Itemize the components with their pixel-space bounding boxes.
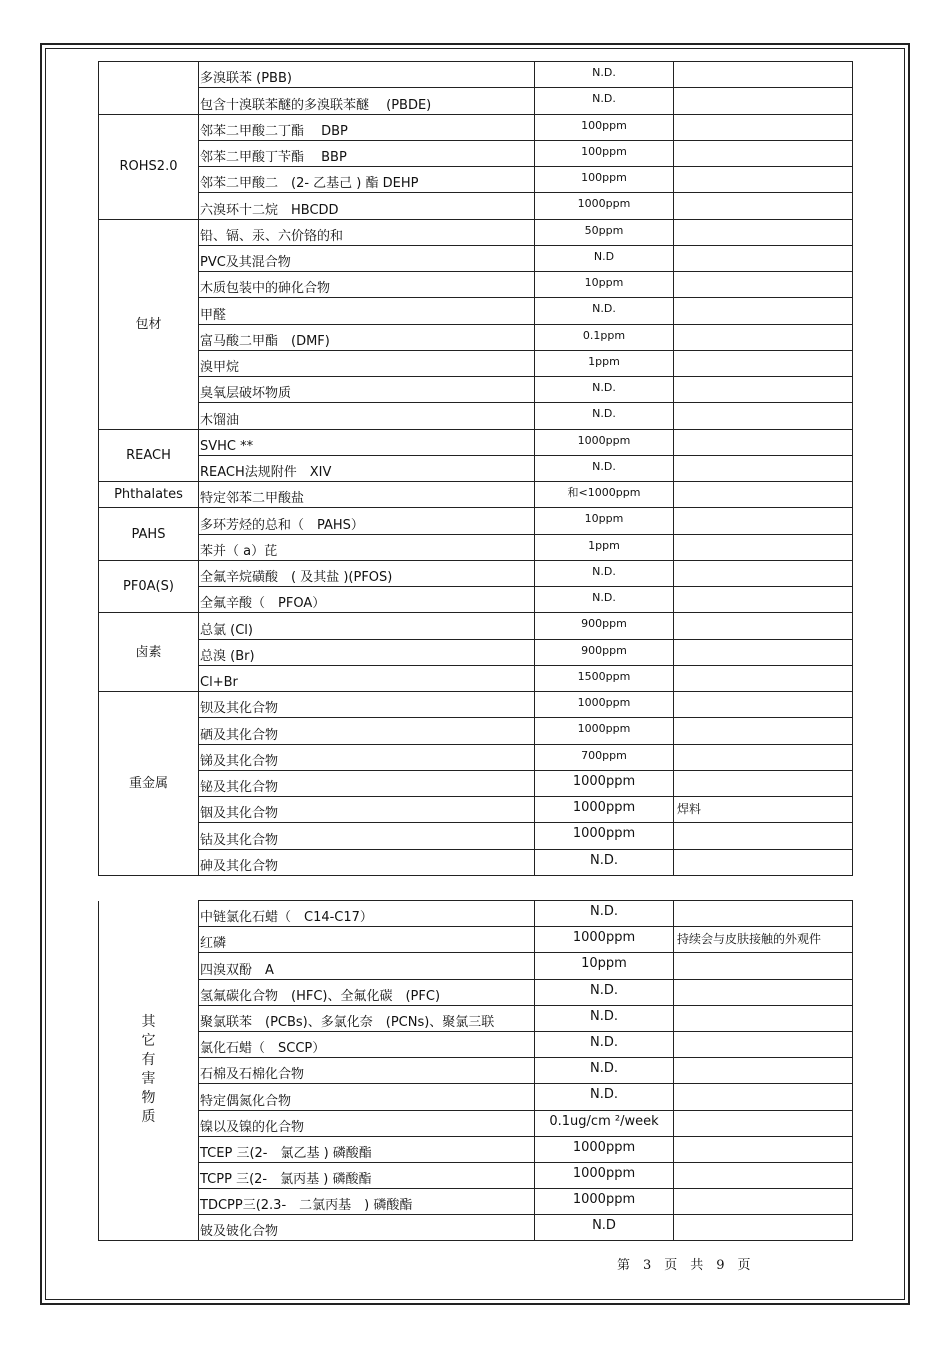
substance-name: 硒及其化合物 <box>199 718 535 744</box>
substance-name: 四溴双酚 A <box>199 953 535 979</box>
limit-value: 1000ppm <box>535 927 674 953</box>
category-label: 包材 <box>99 219 199 429</box>
limit-value: 1ppm <box>535 350 674 376</box>
remark <box>674 560 853 586</box>
table-row <box>99 797 853 823</box>
limit-value: N.D <box>535 245 674 271</box>
remark <box>674 377 853 403</box>
table-row <box>99 1005 853 1031</box>
table-row <box>99 167 853 193</box>
substance-name: 木质包装中的砷化合物 <box>199 272 535 298</box>
remark <box>674 770 853 796</box>
table-row <box>99 744 853 770</box>
substance-name: 镍以及镍的化合物 <box>199 1110 535 1136</box>
limit-value: N.D. <box>535 979 674 1005</box>
category-label: PAHS <box>99 508 199 561</box>
limit-value: 1ppm <box>535 534 674 560</box>
substance-name: 砷及其化合物 <box>199 849 535 875</box>
limit-value: 10ppm <box>535 953 674 979</box>
table-row <box>99 193 853 219</box>
table-row <box>99 455 853 481</box>
table-row <box>99 324 853 350</box>
table-row <box>99 823 853 849</box>
substance-name: 六溴环十二烷 HBCDD <box>199 193 535 219</box>
category-label: PF0A(S) <box>99 560 199 613</box>
substance-name: 包含十溴联苯醚的多溴联苯醚 (PBDE) <box>199 88 535 114</box>
substance-name: 木馏油 <box>199 403 535 429</box>
remark <box>674 744 853 770</box>
category-label: Phthalates <box>99 482 199 508</box>
substance-name: TCEP 三(2- 氯乙基 ) 磷酸酯 <box>199 1136 535 1162</box>
limit-value: N.D. <box>535 560 674 586</box>
substance-name: 特定偶氮化合物 <box>199 1084 535 1110</box>
table-row <box>99 1031 853 1057</box>
page-number: 第 3 页 共 9 页 <box>617 1258 751 1273</box>
substance-name: 多环芳烃的总和（ PAHS） <box>199 508 535 534</box>
substance-name: TCPP 三(2- 氯丙基 ) 磷酸酯 <box>199 1162 535 1188</box>
limit-value: 100ppm <box>535 114 674 140</box>
remark <box>674 508 853 534</box>
remark <box>674 219 853 245</box>
limit-value: N.D. <box>535 1058 674 1084</box>
limit-value: 1000ppm <box>535 1162 674 1188</box>
remark <box>674 718 853 744</box>
substance-name: 铍及铍化合物 <box>199 1215 535 1241</box>
table-row <box>99 1084 853 1110</box>
table-row <box>99 1162 853 1188</box>
remark <box>674 665 853 691</box>
remark <box>674 823 853 849</box>
substance-name: 特定邻苯二甲酸盐 <box>199 482 535 508</box>
remark <box>674 979 853 1005</box>
table-row <box>99 953 853 979</box>
remark <box>674 1189 853 1215</box>
substance-name: 总氯 (Cl) <box>199 613 535 639</box>
category-label: 卤素 <box>99 613 199 692</box>
substance-name: PVC及其混合物 <box>199 245 535 271</box>
table-row <box>99 62 853 88</box>
limit-value: N.D. <box>535 298 674 324</box>
table-row <box>99 665 853 691</box>
table-row <box>99 639 853 665</box>
limit-value: 0.1ppm <box>535 324 674 350</box>
substance-name: 钴及其化合物 <box>199 823 535 849</box>
substance-name: 铟及其化合物 <box>199 797 535 823</box>
limit-value: 1000ppm <box>535 429 674 455</box>
table-row <box>99 1136 853 1162</box>
substance-name: 邻苯二甲酸二丁酯 DBP <box>199 114 535 140</box>
table-row <box>99 770 853 796</box>
limit-value: N.D. <box>535 1031 674 1057</box>
limit-value: 1000ppm <box>535 823 674 849</box>
substance-name: 邻苯二甲酸丁苄酯 BBP <box>199 140 535 166</box>
remark <box>674 455 853 481</box>
substance-name: 全氟辛烷磺酸 ( 及其盐 )(PFOS) <box>199 560 535 586</box>
remark <box>674 298 853 324</box>
category-label <box>99 62 199 115</box>
category-label: REACH <box>99 429 199 482</box>
substance-name: 氢氟碳化合物 (HFC)、全氟化碳 (PFC) <box>199 979 535 1005</box>
remark <box>674 639 853 665</box>
substance-name: 富马酸二甲酯 (DMF) <box>199 324 535 350</box>
substance-name: 臭氧层破坏物质 <box>199 377 535 403</box>
substance-name: TDCPP三(2.3- 二氯丙基 ) 磷酸酯 <box>199 1189 535 1215</box>
table-row <box>99 508 853 534</box>
substance-name: 苯并（ a）芘 <box>199 534 535 560</box>
limit-value: N.D. <box>535 88 674 114</box>
table-row <box>99 718 853 744</box>
substance-name: 锑及其化合物 <box>199 744 535 770</box>
table-row <box>99 350 853 376</box>
substance-name: 全氟辛酸（ PFOA） <box>199 587 535 613</box>
limit-value: 1000ppm <box>535 797 674 823</box>
remark <box>674 245 853 271</box>
substance-name: 中链氯化石蜡（ C14-C17） <box>199 901 535 927</box>
table-row <box>99 1110 853 1136</box>
limit-value: 1000ppm <box>535 1189 674 1215</box>
table-row <box>99 482 853 508</box>
substance-name: 石棉及石棉化合物 <box>199 1058 535 1084</box>
limit-value: 900ppm <box>535 639 674 665</box>
limit-value: N.D. <box>535 403 674 429</box>
limit-value: 1000ppm <box>535 1136 674 1162</box>
limit-value: N.D <box>535 1215 674 1241</box>
table-row <box>99 979 853 1005</box>
table-row <box>99 1189 853 1215</box>
remark <box>674 613 853 639</box>
remark <box>674 324 853 350</box>
category-label: 重金属 <box>99 692 199 876</box>
table-row <box>99 219 853 245</box>
remark <box>674 429 853 455</box>
remark <box>674 1136 853 1162</box>
substance-name: 甲醛 <box>199 298 535 324</box>
table-row <box>99 429 853 455</box>
table-row <box>99 245 853 271</box>
remark <box>674 1162 853 1188</box>
remark: 焊料 <box>674 797 853 823</box>
substance-table-1 <box>98 61 853 876</box>
substance-name: Cl+Br <box>199 665 535 691</box>
table-row <box>99 403 853 429</box>
substance-name: 铅、镉、汞、六价铬的和 <box>199 219 535 245</box>
category-label: ROHS2.0 <box>99 114 199 219</box>
remark <box>674 403 853 429</box>
substance-name: 聚氯联苯 (PCBs)、多氯化奈 (PCNs)、聚氯三联 <box>199 1005 535 1031</box>
remark <box>674 88 853 114</box>
substance-name: 铋及其化合物 <box>199 770 535 796</box>
limit-value: 1500ppm <box>535 665 674 691</box>
substance-name: 多溴联苯 (PBB) <box>199 62 535 88</box>
remark <box>674 1005 853 1031</box>
category-label <box>99 901 199 1241</box>
table-row <box>99 613 853 639</box>
limit-value: N.D. <box>535 455 674 481</box>
limit-value: N.D. <box>535 901 674 927</box>
table-row <box>99 901 853 927</box>
limit-value: 1000ppm <box>535 718 674 744</box>
limit-value: 10ppm <box>535 508 674 534</box>
remark <box>674 272 853 298</box>
remark <box>674 1084 853 1110</box>
table-row <box>99 692 853 718</box>
limit-value: 50ppm <box>535 219 674 245</box>
remark <box>674 534 853 560</box>
substance-name: 邻苯二甲酸二 (2- 乙基己 ) 酯 DEHP <box>199 167 535 193</box>
limit-value: N.D. <box>535 1084 674 1110</box>
remark <box>674 167 853 193</box>
limit-value: N.D. <box>535 587 674 613</box>
limit-value: 1000ppm <box>535 770 674 796</box>
remark <box>674 587 853 613</box>
limit-value: N.D. <box>535 1005 674 1031</box>
limit-value: N.D. <box>535 62 674 88</box>
remark <box>674 1031 853 1057</box>
substance-name: 氯化石蜡（ SCCP） <box>199 1031 535 1057</box>
table-row <box>99 560 853 586</box>
table-row <box>99 88 853 114</box>
substance-name: 红磷 <box>199 927 535 953</box>
limit-value: 100ppm <box>535 167 674 193</box>
remark <box>674 953 853 979</box>
remark <box>674 140 853 166</box>
remark <box>674 1058 853 1084</box>
substance-name: 溴甲烷 <box>199 350 535 376</box>
limit-value: N.D. <box>535 849 674 875</box>
remark <box>674 482 853 508</box>
limit-value: 100ppm <box>535 140 674 166</box>
table-row <box>99 140 853 166</box>
table-row <box>99 272 853 298</box>
table-row <box>99 377 853 403</box>
remark <box>674 849 853 875</box>
substance-table-2 <box>98 900 853 1241</box>
remark <box>674 193 853 219</box>
substance-name: 钡及其化合物 <box>199 692 535 718</box>
limit-value: N.D. <box>535 377 674 403</box>
remark <box>674 692 853 718</box>
remark <box>674 1215 853 1241</box>
table-row <box>99 1215 853 1241</box>
remark <box>674 114 853 140</box>
remark <box>674 901 853 927</box>
remark: 持续会与皮肤接触的外观件 <box>674 927 853 953</box>
limit-value: 和<1000ppm <box>535 482 674 508</box>
remark <box>674 62 853 88</box>
remark <box>674 1110 853 1136</box>
substance-name: 总溴 (Br) <box>199 639 535 665</box>
limit-value: 0.1ug/cm ²/week <box>535 1110 674 1136</box>
substance-name: SVHC ** <box>199 429 535 455</box>
table-row <box>99 849 853 875</box>
limit-value: 1000ppm <box>535 193 674 219</box>
limit-value: 900ppm <box>535 613 674 639</box>
category-text: 其它有害物质 <box>141 1014 156 1126</box>
limit-value: 700ppm <box>535 744 674 770</box>
table-row <box>99 587 853 613</box>
table-row <box>99 298 853 324</box>
limit-value: 10ppm <box>535 272 674 298</box>
limit-value: 1000ppm <box>535 692 674 718</box>
table-row <box>99 927 853 953</box>
table-row <box>99 114 853 140</box>
table-row <box>99 1058 853 1084</box>
table-row <box>99 534 853 560</box>
remark <box>674 350 853 376</box>
substance-name: REACH法规附件 XIV <box>199 455 535 481</box>
